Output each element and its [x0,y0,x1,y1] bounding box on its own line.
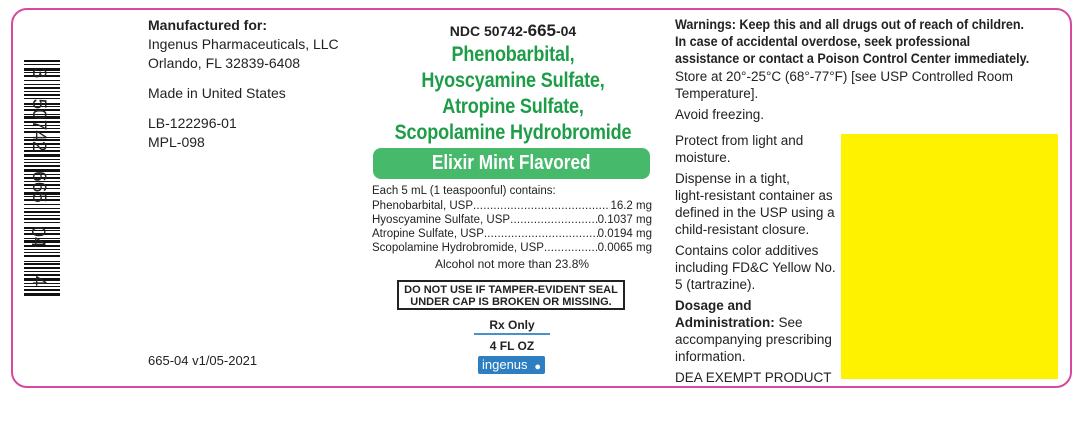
storage-line: Temperature]. [675,86,759,101]
warning-line: In case of accidental overdose, seek professional [675,34,971,49]
text-line: moisture. [675,150,731,165]
ndc-suffix: -04 [555,23,577,39]
alcohol-content: Alcohol not more than 23.8% [434,257,590,271]
manufacturer-address: Orlando, FL 32839-6408 [148,55,301,71]
drug-name-line: Hyoscyamine Sulfate, [421,69,605,92]
ingredient-row [372,241,652,255]
warning-line: Warnings: Keep this and all drugs out of reach of children. [675,17,1025,32]
yellow-panel [841,134,1058,379]
ingredient-row [372,213,652,227]
dosage-heading: Dosage and [675,298,752,313]
ingredients-block [372,184,652,255]
barcode-digit-1: 3 [28,67,49,79]
text-line: light-resistant container as [675,188,833,203]
drug-name-line: Scopolamine Hydrobromide [394,121,632,144]
dosage-form-text: Elixir Mint Flavored [432,152,591,174]
protect-paragraph [675,132,840,166]
text-line: 5 (tartrazine). [675,277,756,292]
ndc-prefix: NDC 50742- [449,23,528,39]
ingredient-name: Hyoscyamine Sulfate, USP [372,214,511,226]
tamper-line: UNDER CAP IS BROKEN OR MISSING. [410,296,612,308]
ndc-product: 665 [527,21,556,40]
dea-exempt: DEA EXEMPT PRODUCT [675,370,832,385]
ingredient-row [372,199,652,213]
barcode-digit-3: 665 [28,171,49,203]
dosage-heading: Administration: [675,315,775,330]
logo-text: ingenus [482,357,528,372]
warning-line: assistance or contact a Poison Control Center immediately. [675,51,1030,66]
text-line: information. [675,349,746,364]
barcode-digits [20,58,50,298]
ingredient-amount: 16.2 mg [610,200,652,212]
text-line: child-resistant closure. [675,222,810,237]
ingredient-amount: 0.0065 mg [597,242,652,254]
contains-heading: Each 5 mL (1 teaspoonful) contains: [372,185,556,197]
tamper-line: DO NOT USE IF TAMPER-EVIDENT SEAL [404,284,618,296]
barcode-digit-2: 50742 [28,98,49,152]
barcode-digit-4: 04 [27,226,48,248]
color-additives-paragraph [675,242,840,293]
barcode-digit-5: 4 [28,275,49,287]
drug-name-line: Atropine Sulfate, [442,95,584,118]
text-line: defined in the USP using a [675,205,835,220]
version-code: 665-04 v1/05-2021 [148,353,258,368]
text-line: accompanying prescribing [675,332,832,347]
manufacturer-company: Ingenus Pharmaceuticals, LLC [148,36,339,52]
ingredient-amount: 0.1037 mg [597,214,652,226]
volume: 4 FL OZ [489,339,535,353]
drug-name-line: Phenobarbital, [451,43,575,66]
text-line: See [774,315,803,330]
rx-only: Rx Only [489,318,535,332]
ingredient-name: Phenobarbital, USP [372,200,474,212]
manufacturer-block [148,16,378,152]
text-line: Protect from light and [675,133,804,148]
drop-icon: ● [534,361,541,373]
ndc-code [368,21,658,41]
ingredient-name: Scopolamine Hydrobromide, USP [372,242,544,254]
text-line: Contains color additives [675,243,819,258]
text-line: including FD&C Yellow No. [675,260,836,275]
manufacturer-heading: Manufactured for: [148,17,267,33]
product-header [368,20,658,145]
storage-line: Store at 20°-25°C (68°-77°F) [see USP Controlled Room [675,69,1013,84]
tamper-warning-box [397,280,625,310]
rx-divider [474,333,550,335]
ingenus-logo [478,356,545,374]
avoid-freezing: Avoid freezing. [675,107,765,122]
instructions-block [675,132,840,390]
dispense-paragraph [675,170,840,238]
ingredient-row [372,227,652,241]
ingredient-name: Atropine Sulfate, USP [372,228,484,240]
made-in: Made in United States [148,85,286,101]
dosage-paragraph [675,297,840,365]
dosage-form-banner [373,148,650,179]
ingredient-amount: 0.0194 mg [597,228,652,240]
text-line: Dispense in a tight, [675,171,790,186]
lb-code: LB-122296-01 [148,115,237,131]
warnings-block [675,16,1065,123]
mpl-code: MPL-098 [148,134,205,150]
